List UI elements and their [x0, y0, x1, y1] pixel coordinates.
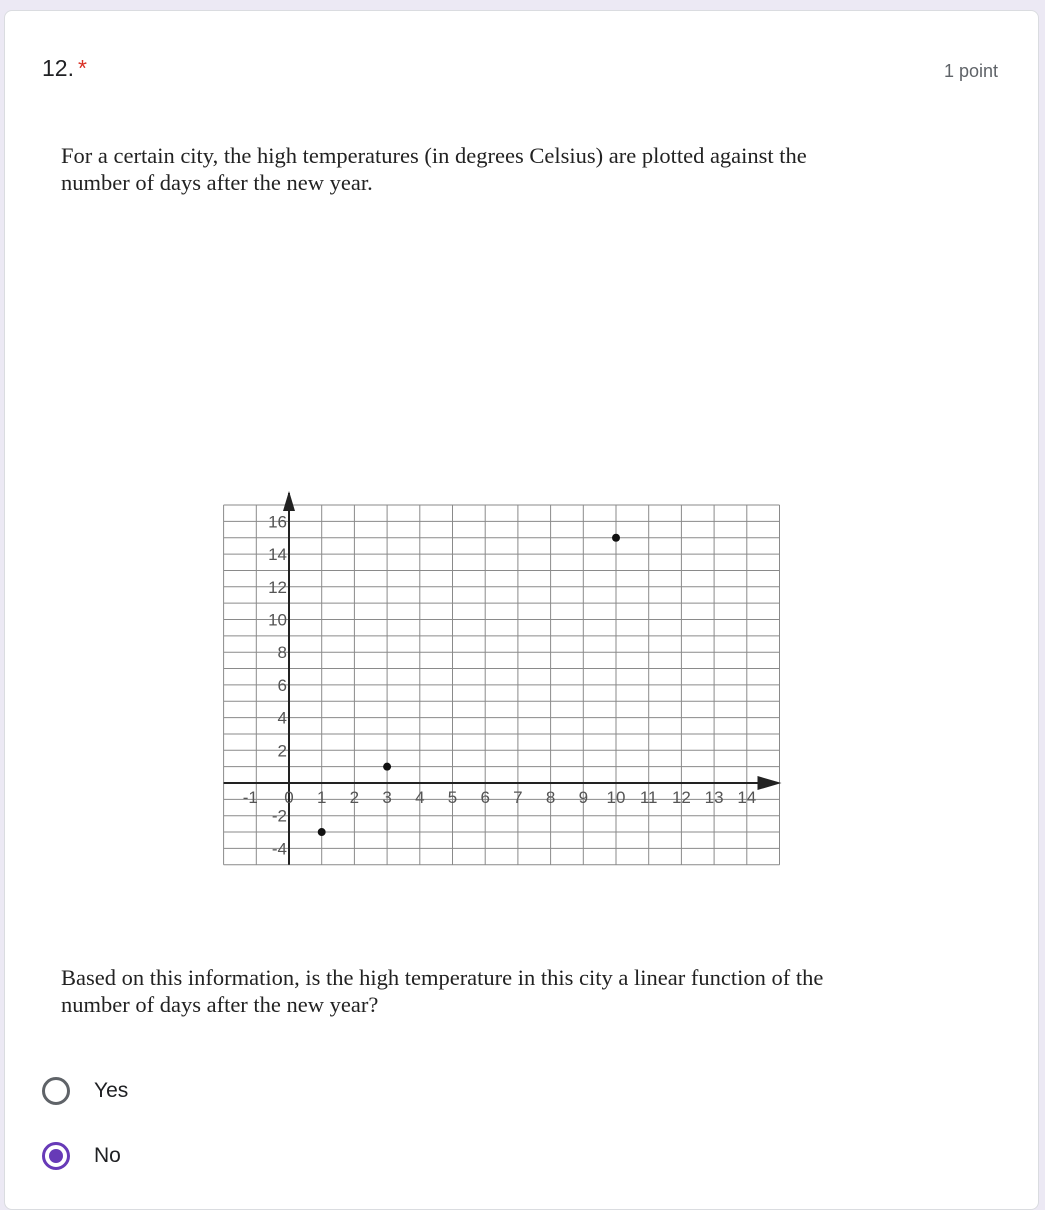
y-tick-label: -4	[271, 839, 287, 859]
x-tick-label: 8	[545, 788, 556, 807]
radio-yes[interactable]	[42, 1077, 70, 1105]
y-axis-arrow	[283, 491, 295, 511]
question-prompt-line-2: number of days after the new year?	[61, 992, 379, 1017]
temperature-scatter-chart	[205, 216, 785, 941]
option-no-label: No	[94, 1144, 121, 1167]
option-yes[interactable]	[42, 1077, 128, 1105]
y-tick-label: -2	[271, 806, 287, 826]
x-tick-label: 6	[480, 788, 490, 807]
x-tick-label: 7	[513, 788, 523, 807]
radio-no[interactable]	[42, 1142, 70, 1170]
question-intro-line-1: For a certain city, the high temperatures (in degrees Celsius) are plotted against the	[61, 143, 807, 168]
question-prompt-line-1: Based on this information, is the high temperature in this city a linear function of the	[61, 965, 824, 990]
x-tick-label: -1	[242, 788, 258, 807]
question-number-text: 12.	[42, 55, 74, 81]
data-point	[383, 763, 391, 771]
y-tick-label: 6	[277, 675, 287, 695]
x-tick-label: 11	[639, 788, 658, 807]
data-point	[612, 534, 620, 542]
y-tick-label: 10	[268, 610, 287, 630]
question-prompt	[61, 964, 961, 1018]
question-intro	[61, 142, 961, 196]
x-tick-label: 2	[349, 788, 360, 807]
y-tick-label: 2	[277, 741, 287, 761]
x-tick-label: 1	[316, 788, 327, 807]
x-tick-label: 14	[737, 788, 757, 807]
x-tick-label: 3	[382, 788, 392, 807]
y-tick-label: 16	[268, 512, 287, 532]
required-asterisk: *	[77, 55, 87, 81]
y-tick-label: 14	[268, 545, 287, 565]
question-card	[4, 10, 1039, 1210]
x-axis-arrow	[758, 776, 782, 790]
y-tick-label: 12	[268, 577, 287, 597]
points-label: 1 point	[943, 61, 998, 81]
y-tick-label: 8	[277, 643, 287, 663]
x-tick-label: 13	[704, 788, 724, 807]
y-tick-label: 4	[277, 708, 287, 728]
x-tick-label: 10	[606, 788, 626, 807]
x-tick-label: 9	[578, 788, 589, 807]
question-intro-line-2: number of days after the new year.	[61, 170, 373, 195]
x-tick-label: 5	[447, 788, 458, 807]
data-point	[318, 828, 326, 836]
x-tick-label: 12	[671, 788, 691, 807]
x-tick-label: 0	[284, 788, 294, 807]
x-tick-label: 4	[415, 788, 425, 807]
question-number	[42, 55, 87, 82]
option-yes-label: Yes	[94, 1079, 129, 1102]
option-no[interactable]	[42, 1142, 121, 1170]
